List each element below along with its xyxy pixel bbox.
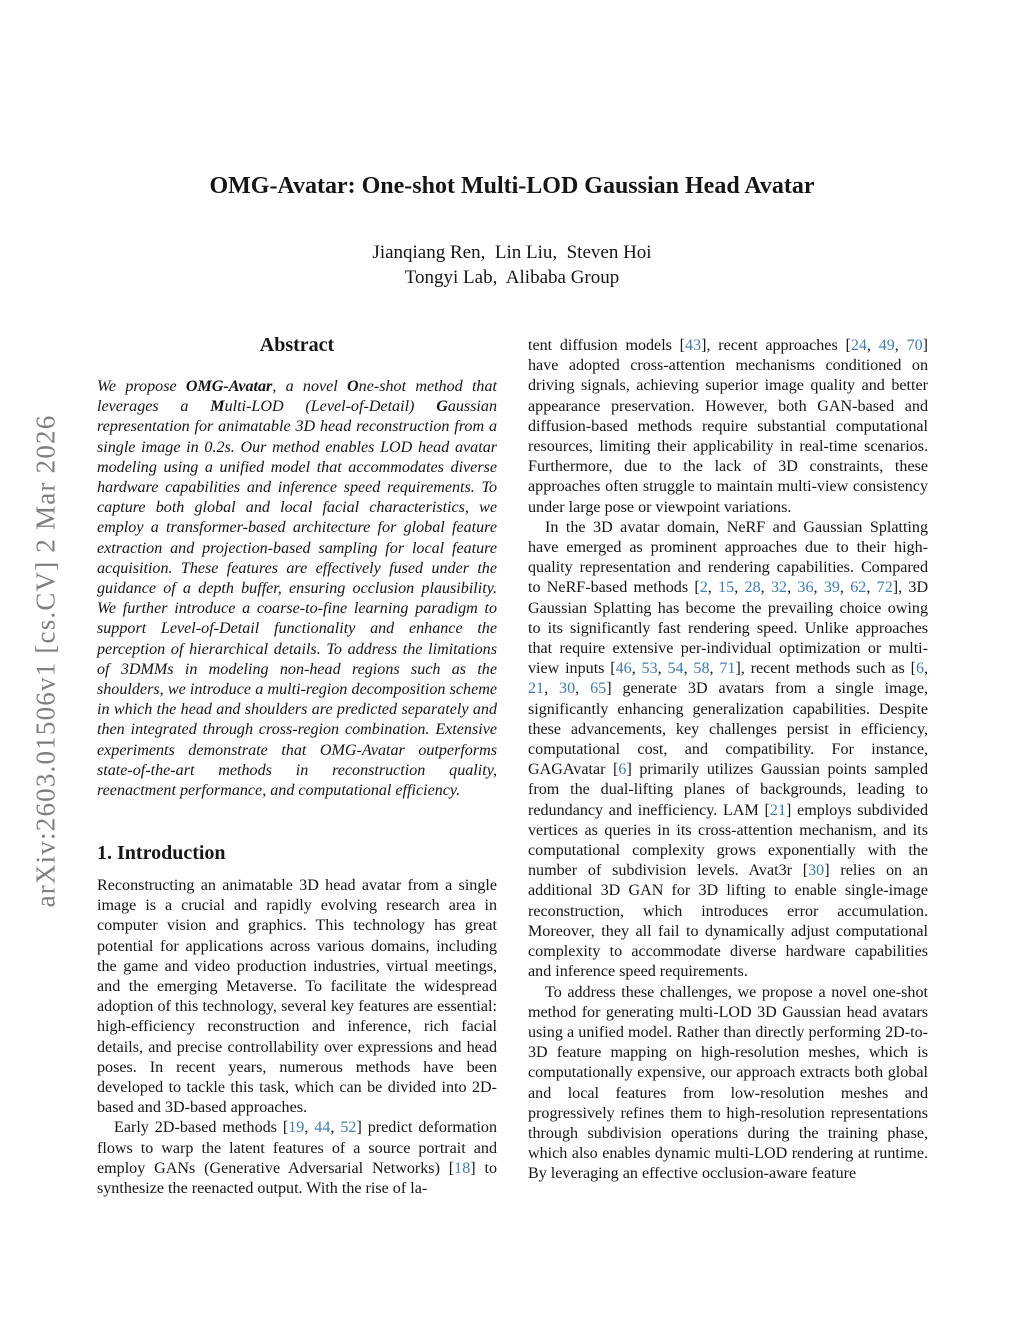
abstract-section (97, 333, 497, 801)
text-segment: , (839, 579, 851, 597)
text-segment: O (347, 378, 359, 395)
citation-link[interactable]: 52 (340, 1119, 357, 1137)
citation-link[interactable]: 30 (808, 862, 825, 880)
author-line: Jianqiang Ren, Lin Liu, Steven Hoi (372, 242, 652, 263)
citation-link[interactable]: 21 (528, 680, 545, 698)
text-segment: , (631, 660, 642, 678)
citation-link[interactable]: 2 (699, 579, 708, 597)
paper-title: OMG-Avatar: One-shot Multi-LOD Gaussian Head Avatar (209, 173, 815, 199)
introduction-heading: 1. Introduction (97, 842, 226, 864)
citation-link[interactable]: 44 (314, 1119, 331, 1137)
text-segment: ] primarily utilizes Gaussian points sampled from the dual-lifting planes of backgrounds, leading to redundancy and inefficiency. LAM [ (528, 761, 928, 819)
citation-link[interactable]: 70 (906, 337, 923, 354)
citation-link[interactable]: 24 (850, 337, 867, 354)
citation-link[interactable]: 65 (590, 680, 607, 698)
citation-link[interactable]: 18 (454, 1159, 471, 1177)
text-segment: aussian representation for animatable 3D head reconstruction from a single image in 0.2s. Our method enables LOD head avatar modeling using a unified model that accommodates diverse hardware capabilities and inference speed requirements. To capture both global and local facial characteristics, we employ a transformer-based architecture for global feature extraction and projection-based sampling for local feature acquisition. These features are effectively fused under the guidance of a depth buffer, ensuring occlusion plausibility. We further introduce a coarse-to-fine learning paradigm to support Level-of-Detail functionality and enhance the perception of hierarchical details. To address the limitations of 3DMMs in modeling non-head regions such as the shoulders, we introduce a multi-region decomposition scheme in which the head and shoulders are predicted separately and then integrated through cross-region combination. Extensive experiments demonstrate that OMG-Avatar outperforms state-of-the-art methods in reconstruction quality, reenactment performance, and computational efficiency. (97, 398, 497, 800)
text-segment: ], 3D Gaussian Splatting has become the prevailing choice owing to its significantly fast rendering speed. Unlike approaches that require extensive per-individual optimization or multi-view inputs [ (528, 579, 929, 678)
text-segment: , (707, 579, 719, 597)
text-segment: ], recent methods such as [ (735, 660, 916, 678)
paragraph (528, 336, 928, 518)
citation-link[interactable]: 71 (719, 660, 736, 678)
citation-link[interactable]: 62 (850, 579, 867, 597)
citation-link[interactable]: 19 (288, 1119, 305, 1137)
text-segment: , (304, 1119, 315, 1137)
citation-link[interactable]: 21 (769, 801, 786, 819)
text-segment: M (210, 398, 225, 416)
text-segment: , (575, 680, 591, 698)
text-segment: Reconstructing an animatable 3D head avatar from a single image is a crucial and rapidly evolving research area in computer vision and graphics. This technology has great potential for applications across various domains, including the game and video production industries, virtual meetings, and the emerging Metaverse. To facilitate the widespread adoption of this technology, several key features are essential: high-efficiency reconstruction and inference, rich facial details, and precise controllability over expressions and head poses. In recent years, numerous methods have been developed to tackle this task, which can be divided into 2D-based and 3D-based approaches. (97, 877, 497, 1117)
text-segment: , (924, 660, 929, 678)
text-segment: To address these challenges, we propose a novel one-shot method for generating multi-LOD 3D Gaussian head avatars using a unified model. Rather than directly performing 2D-to-3D feature mapping on high-resolution meshes, which is computationally expensive, our approach extracts both global and local features from low-resolution meshes and progressively refines them to high-resolution representations through subdivision operations during the training phase, which also enables dynamic multi-LOD rendering at runtime. By leveraging an effective occlusion-aware feature (528, 983, 928, 1183)
text-segment: ] have adopted cross-attention mechanisms conditioned on driving signals, achieving superior image quality and better appearance preservation. However, both GAN-based and diffusion-based methods require substantial computational resources, limiting their applicability in real-time scenarios. Furthermore, due to the lack of 3D constraints, these approaches often struggle to maintain multi-view consistency under large pose or viewpoint variations. (528, 337, 929, 516)
citation-link[interactable]: 15 (718, 579, 735, 597)
citation-link[interactable]: 49 (878, 337, 895, 354)
text-segment: , (734, 579, 745, 597)
citation-link[interactable]: 36 (797, 579, 814, 597)
citation-link[interactable]: 53 (641, 660, 658, 678)
citation-link[interactable]: 58 (693, 660, 710, 678)
text-segment: , (787, 579, 798, 597)
right-column (528, 336, 928, 1185)
text-segment: , (894, 337, 907, 354)
citation-link[interactable]: 6 (915, 660, 925, 678)
text-segment: , (709, 660, 720, 678)
text-segment: OMG-Avatar (185, 378, 273, 395)
text-segment: , (330, 1119, 341, 1137)
text-segment: , (544, 680, 560, 698)
paragraph (528, 983, 928, 1185)
text-segment: ] predict deformation flows to warp the latent features of a source portrait and employ GANs (Generative Adversarial Networks) [ (97, 1119, 498, 1177)
text-segment: Early 2D-based methods [ (114, 1119, 289, 1137)
text-segment: , (813, 579, 824, 597)
text-segment: ] employs subdivided vertices as queries in its cross-attention mechanism, and its computational complexity grows exponentially with the number of subdivision levels. Avat3r [ (528, 801, 928, 880)
text-segment: , (866, 337, 879, 354)
text-segment: ne-shot method that leverages a (97, 378, 497, 416)
text-segment: , (683, 660, 694, 678)
introduction-section (97, 841, 497, 1199)
text-segment: ulti-LOD (Level-of-Detail) (224, 398, 437, 416)
paragraph (97, 876, 497, 1118)
citation-link[interactable]: 43 (685, 337, 702, 354)
text-segment: ] relies on an additional 3D GAN for 3D lifting to enable single-image reconstruction, which introduces error accumulation. Moreover, they all fail to dynamically adjust computational complexity to accommodate diverse hardware capabilities and inference speed requirements. (528, 862, 928, 981)
citation-link[interactable]: 6 (618, 761, 627, 779)
text-segment: , (657, 660, 668, 678)
citation-link[interactable]: 54 (667, 660, 684, 678)
text-segment: In the 3D avatar domain, NeRF and Gaussian Splatting have emerged as prominent approaches due to their high-quality representation and rendering capabilities. Compared to NeRF-based methods [ (528, 518, 928, 597)
affiliation-line: Tongyi Lab, Alibaba Group (404, 267, 620, 288)
arxiv-watermark: arXiv:2603.01506v1 [cs.CV] 2 Mar 2026 (30, 414, 61, 908)
abstract-heading: Abstract (259, 334, 335, 356)
text-segment: We propose (97, 378, 186, 395)
text-segment: , a novel (272, 378, 348, 395)
text-segment: G (436, 398, 448, 416)
citation-link[interactable]: 46 (615, 660, 632, 678)
text-segment: tent diffusion models [ (528, 337, 686, 354)
citation-link[interactable]: 28 (744, 579, 761, 597)
citation-link[interactable]: 30 (559, 680, 576, 698)
text-segment: ] generate 3D avatars from a single image, significantly enhancing generalization capabilities. Despite these advancements, key challenges persist in efficiency, computational cost, and compatibility. For instance, GAGAvatar [ (528, 680, 928, 779)
text-segment: ], recent approaches [ (701, 337, 851, 354)
text-segment: , (760, 579, 771, 597)
text-segment: , (866, 579, 877, 597)
citation-link[interactable]: 72 (876, 579, 893, 597)
text-segment: ] to synthesize the reenacted output. With the rise of la- (97, 1159, 497, 1198)
abstract-text (97, 377, 497, 801)
paragraph (528, 518, 928, 983)
citation-link[interactable]: 39 (823, 579, 840, 597)
citation-link[interactable]: 32 (770, 579, 788, 597)
paragraph (97, 1118, 497, 1199)
